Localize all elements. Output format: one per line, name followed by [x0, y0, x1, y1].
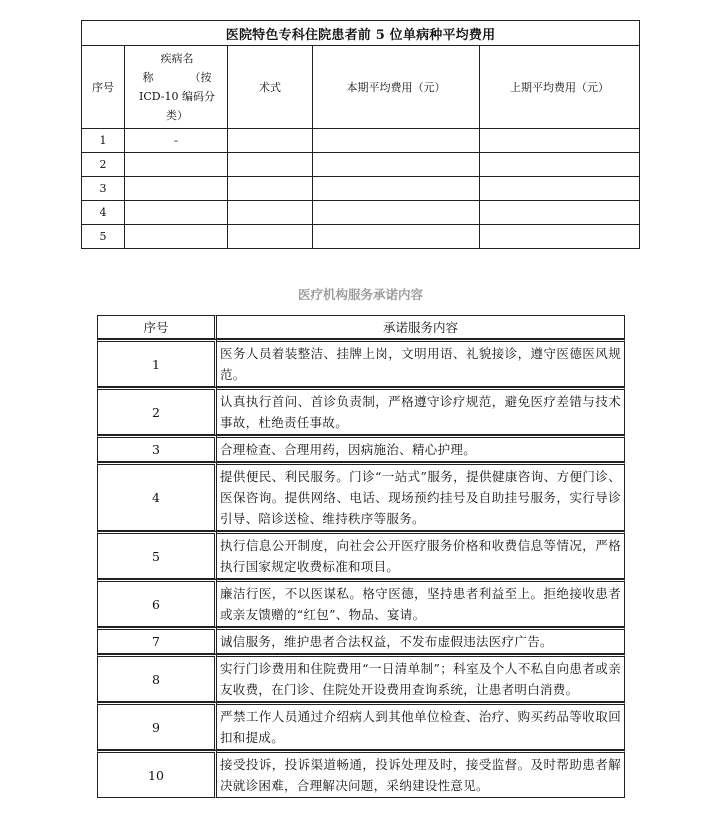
row-content: 诚信服务，维护患者合法权益，不发布虚假违法医疗广告。 — [217, 627, 625, 654]
row-no: 3 — [97, 435, 217, 462]
row-no: 9 — [97, 702, 217, 750]
table-row — [97, 339, 625, 387]
header-disease-line2 — [135, 68, 219, 87]
row-no: 1 — [97, 339, 217, 387]
service-commitment-section-title: 医疗机构服务承诺内容 — [297, 287, 423, 302]
table-row — [97, 750, 625, 798]
header-disease — [125, 46, 228, 129]
table-row — [82, 153, 640, 177]
table-row — [82, 225, 640, 249]
row-surgery — [228, 201, 313, 225]
row-previous — [480, 129, 640, 153]
row-no: 4 — [82, 201, 125, 225]
table-row — [97, 531, 625, 579]
row-no: 5 — [82, 225, 125, 249]
row-current — [313, 225, 480, 249]
row-previous — [480, 153, 640, 177]
row-surgery — [228, 153, 313, 177]
row-surgery — [228, 225, 313, 249]
table-row — [82, 129, 640, 153]
row-disease — [125, 177, 228, 201]
row-content: 医务人员着装整洁、挂牌上岗，文明用语、礼貌接诊，遵守医德医风规范。 — [217, 339, 625, 387]
single-disease-cost-table — [81, 20, 640, 249]
row-content: 执行信息公开制度，向社会公开医疗服务价格和收费信息等情况，严格执行国家规定收费标准和项目。 — [217, 531, 625, 579]
row-no: 10 — [97, 750, 217, 798]
header-current-avg: 本期平均费用（元） — [313, 46, 480, 129]
header-disease-line4: 类） — [166, 109, 188, 122]
table1-title: 医院特色专科住院患者前 5 位单病种平均费用 — [82, 21, 640, 46]
row-content: 廉洁行医，不以医谋私。格守医德，坚持患者利益至上。拒绝接收患者或亲友馈赠的“红包”、物品、宴请。 — [217, 579, 625, 627]
row-content: 接受投诉，投诉渠道畅通，投诉处理及时，接受监督。及时帮助患者解决就诊困难，合理解决问题，采纳建设性意见。 — [217, 750, 625, 798]
table-row — [97, 462, 625, 531]
row-no: 1 — [82, 129, 125, 153]
row-previous — [480, 177, 640, 201]
table-row — [82, 177, 640, 201]
row-no: 5 — [97, 531, 217, 579]
row-surgery — [228, 177, 313, 201]
row-disease: - — [125, 129, 228, 153]
service-commitment-table — [97, 315, 625, 798]
row-content: 实行门诊费用和住院费用“一日清单制”；科室及个人不私自向患者或亲友收费，在门诊、住院处开设费用查询系统，让患者明白消费。 — [217, 654, 625, 702]
row-current — [313, 153, 480, 177]
header-disease-line1: 疾病名 — [160, 52, 194, 65]
table-row — [97, 387, 625, 435]
header-disease-line2b: （按 — [189, 71, 212, 84]
header-disease-line2a: 称 — [142, 71, 154, 84]
row-content: 严禁工作人员通过介绍病人到其他单位检查、治疗、购买药品等收取回扣和提成。 — [217, 702, 625, 750]
table-row — [97, 579, 625, 627]
row-no: 2 — [97, 387, 217, 435]
header-previous-avg: 上期平均费用（元） — [480, 46, 640, 129]
table-row — [97, 627, 625, 654]
row-no: 4 — [97, 462, 217, 531]
row-previous — [480, 201, 640, 225]
row-content: 提供便民、利民服务。门诊“一站式”服务，提供健康咨询、方便门诊、医保咨询。提供网络、电话、现场预约挂号及自助挂号服务，实行导诊引导、陪诊送检、维持秩序等服务。 — [217, 462, 625, 531]
row-previous — [480, 225, 640, 249]
row-content: 认真执行首问、首诊负责制，严格遵守诊疗规范，避免医疗差错与技术事故，杜绝责任事故。 — [217, 387, 625, 435]
row-disease — [125, 225, 228, 249]
row-no: 2 — [82, 153, 125, 177]
row-no: 7 — [97, 627, 217, 654]
row-no: 3 — [82, 177, 125, 201]
row-no: 8 — [97, 654, 217, 702]
row-surgery — [228, 129, 313, 153]
row-disease — [125, 153, 228, 177]
table-row — [97, 702, 625, 750]
header-surgery: 术式 — [228, 46, 313, 129]
header-content: 承诺服务内容 — [217, 315, 625, 339]
row-current — [313, 177, 480, 201]
row-content: 合理检查、合理用药，因病施治、精心护理。 — [217, 435, 625, 462]
row-current — [313, 129, 480, 153]
row-disease — [125, 201, 228, 225]
row-current — [313, 201, 480, 225]
header-no: 序号 — [82, 46, 125, 129]
table-row — [97, 435, 625, 462]
header-no: 序号 — [97, 315, 217, 339]
table-row — [82, 201, 640, 225]
header-disease-line3: ICD-10 编码分 — [139, 90, 215, 103]
row-no: 6 — [97, 579, 217, 627]
table-row — [97, 654, 625, 702]
